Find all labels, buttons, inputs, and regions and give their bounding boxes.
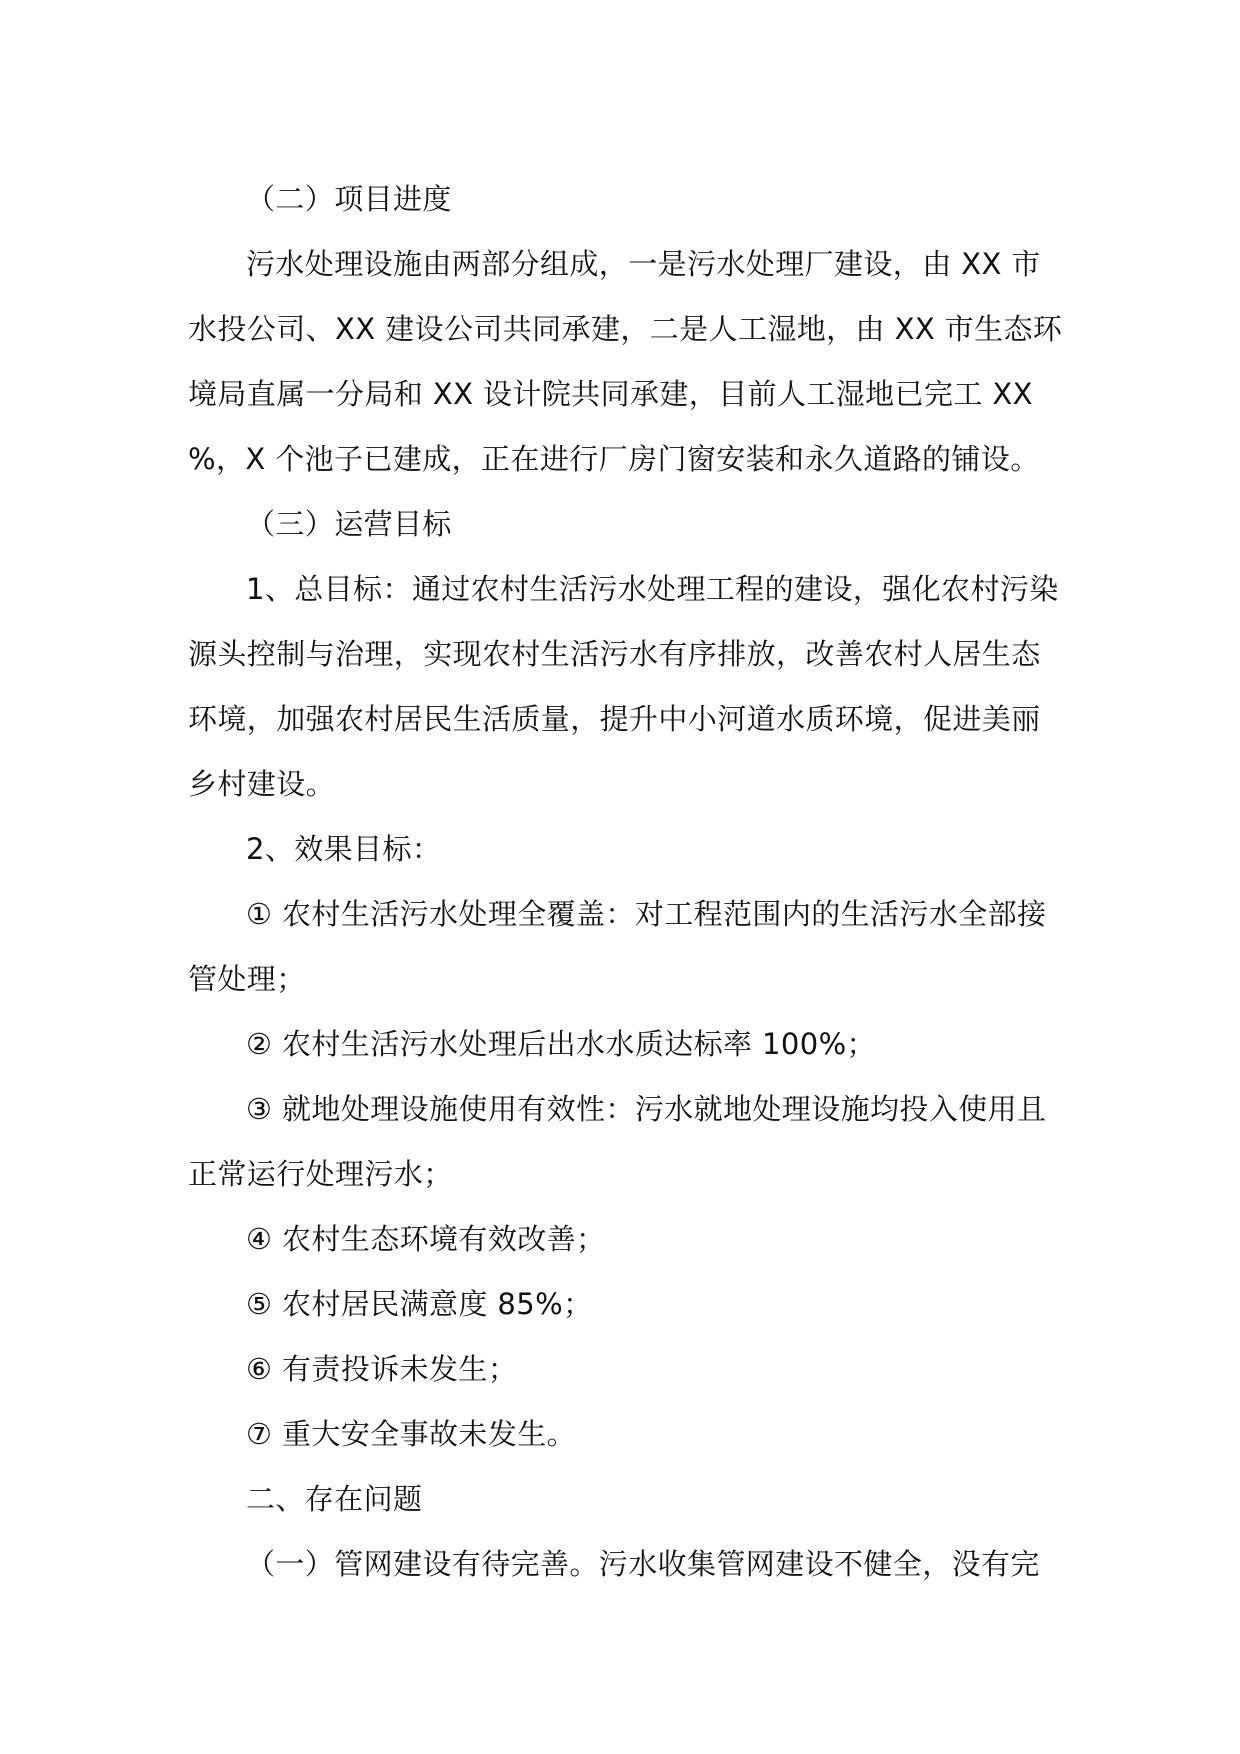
paragraph-line: 乡村建设。: [188, 767, 336, 801]
paragraph-line: （一）管网建设有待完善。污水收集管网建设不健全，没有完: [246, 1547, 1040, 1581]
list-item: ④ 农村生态环境有效改善；: [246, 1222, 606, 1256]
paragraph-line: 源头控制与治理，实现农村生活污水有序排放，改善农村人居生态: [188, 637, 1041, 671]
list-item: ⑤ 农村居民满意度 85%；: [246, 1287, 593, 1321]
list-item-continuation: 正常运行处理污水；: [188, 1157, 453, 1191]
paragraph-line: %，X 个池子已建成，正在进行厂房门窗安装和永久道路的铺设。: [188, 442, 1040, 476]
section-heading-existing-problems: 二、存在问题: [246, 1482, 423, 1516]
section-heading-project-progress: （二）项目进度: [246, 182, 452, 216]
list-item: ② 农村生活污水处理后出水水质达标率 100%；: [246, 1027, 876, 1061]
paragraph-line: 1、总目标：通过农村生活污水处理工程的建设，强化农村污染: [246, 572, 1059, 606]
subheading-effect-goals: 2、效果目标：: [246, 832, 442, 866]
list-item: ⑥ 有责投诉未发生；: [246, 1352, 518, 1386]
list-item: ⑦ 重大安全事故未发生。: [246, 1417, 577, 1451]
list-item: ① 农村生活污水处理全覆盖：对工程范围内的生活污水全部接: [246, 897, 1047, 931]
list-item: ③ 就地处理设施使用有效性：污水就地处理设施均投入使用且: [246, 1092, 1047, 1126]
paragraph-line: 环境，加强农村居民生活质量，提升中小河道水质环境，促进美丽: [188, 702, 1041, 736]
paragraph-line: 境局直属一分局和 XX 设计院共同承建，目前人工湿地已完工 XX: [188, 377, 1033, 411]
section-heading-operation-goals: （三）运营目标: [246, 507, 452, 541]
document-body: [188, 167, 1063, 1597]
paragraph-line: 水投公司、XX 建设公司共同承建，二是人工湿地，由 XX 市生态环: [188, 312, 1063, 346]
list-item-continuation: 管处理；: [188, 962, 306, 996]
paragraph-line: 污水处理设施由两部分组成，一是污水处理厂建设，由 XX 市: [246, 247, 1041, 281]
